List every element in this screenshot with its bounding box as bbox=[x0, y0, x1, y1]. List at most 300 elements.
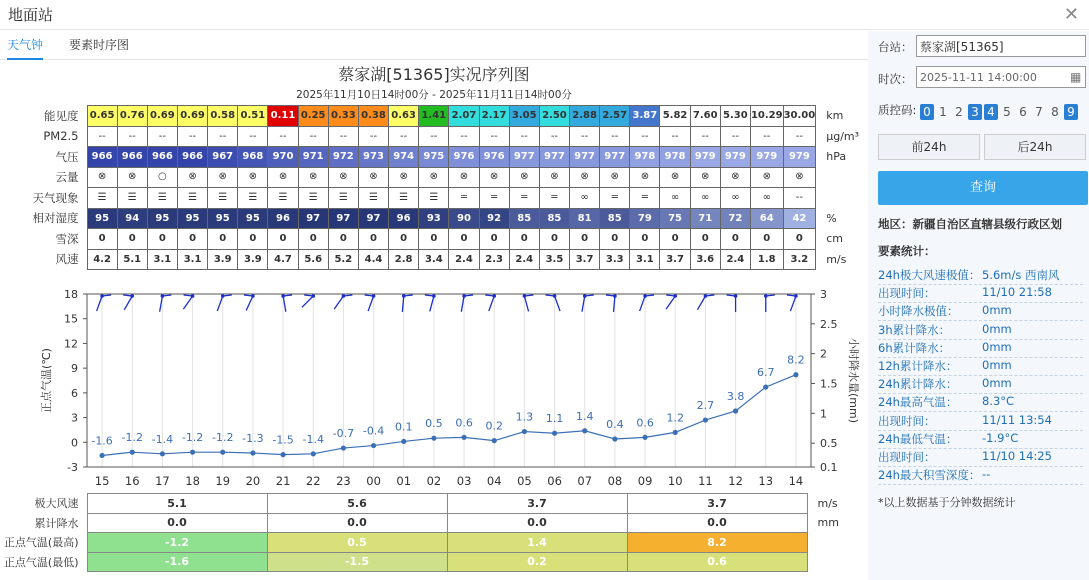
wind-barb bbox=[697, 296, 705, 310]
grid-cell: 0 bbox=[449, 229, 479, 250]
grid-cell: 979 bbox=[750, 147, 783, 168]
grid-cell: 0 bbox=[720, 229, 750, 250]
grid-cell: 0.58 bbox=[208, 106, 238, 127]
qc-code[interactable]: 9 bbox=[1064, 104, 1078, 120]
x-tick-label: 01 bbox=[396, 474, 412, 488]
grid-cell: 3.87 bbox=[630, 106, 660, 127]
grid-cell: -- bbox=[268, 126, 298, 147]
grid-cell: 75 bbox=[660, 208, 690, 229]
data-label: -1.2 bbox=[181, 431, 204, 445]
grid-cell: -- bbox=[358, 126, 388, 147]
stat-row bbox=[878, 431, 1083, 449]
temperature-point bbox=[733, 408, 738, 413]
data-label: 0.1 bbox=[395, 420, 413, 434]
close-icon[interactable]: ✕ bbox=[1063, 4, 1079, 25]
temperature-point bbox=[522, 429, 527, 434]
y-tick-label: 15 bbox=[64, 312, 78, 326]
data-label: 3.8 bbox=[726, 389, 745, 403]
summary-table bbox=[0, 493, 847, 572]
summary-label: 极大风速 bbox=[34, 497, 79, 511]
row-unit: % bbox=[826, 211, 837, 225]
y-tick-label: 0 bbox=[71, 436, 78, 450]
grid-cell: -- bbox=[238, 126, 268, 147]
grid-cell: ☰ bbox=[238, 188, 268, 209]
row-unit: cm bbox=[826, 232, 843, 246]
stat-key: 24h极大风速极值： bbox=[878, 268, 981, 282]
wind-barb-base bbox=[613, 294, 617, 298]
x-tick-label: 18 bbox=[185, 474, 200, 488]
grid-cell: 10.29 bbox=[750, 106, 783, 127]
footnote: *以上数据基于分钟数据统计 bbox=[878, 496, 1016, 509]
grid-cell: ⊗ bbox=[750, 167, 783, 188]
grid-cell: 979 bbox=[783, 147, 816, 168]
grid-cell: 973 bbox=[358, 147, 388, 168]
grid-cell: 3.05 bbox=[509, 106, 539, 127]
grid-cell: ☰ bbox=[177, 188, 207, 209]
x-tick-label: 00 bbox=[366, 474, 381, 488]
grid-cell: 0 bbox=[328, 229, 358, 250]
stat-row bbox=[878, 322, 1083, 340]
grid-cell: ⊗ bbox=[117, 167, 147, 188]
data-label: -1.2 bbox=[121, 431, 143, 445]
summary-cell: -1.6 bbox=[87, 552, 267, 572]
wind-barb-base bbox=[734, 294, 738, 298]
grid-cell: 0.33 bbox=[328, 106, 358, 127]
y-tick-label: 3 bbox=[71, 411, 78, 425]
grid-cell: -- bbox=[783, 126, 816, 147]
grid-row bbox=[0, 147, 859, 168]
summary-label: 累计降水 bbox=[34, 516, 79, 530]
wind-barb bbox=[183, 296, 192, 309]
row-unit: m/s bbox=[826, 252, 847, 266]
grid-cell: ∞ bbox=[660, 188, 690, 209]
grid-cell: -- bbox=[479, 126, 509, 147]
wind-barb-base bbox=[794, 294, 798, 298]
wind-barb-base bbox=[673, 294, 677, 298]
y2-tick-label: 2.5 bbox=[820, 317, 838, 331]
grid-cell: 95 bbox=[208, 208, 238, 229]
wind-barb-base bbox=[643, 294, 647, 298]
grid-cell: ☰ bbox=[87, 188, 117, 209]
x-tick-label: 04 bbox=[486, 474, 502, 488]
wind-barb-base bbox=[191, 294, 195, 298]
grid-cell: 4.4 bbox=[358, 249, 388, 270]
grid-cell: ═ bbox=[539, 188, 569, 209]
stat-value: 0mm bbox=[982, 339, 1012, 354]
y-tick-label: 6 bbox=[71, 386, 78, 400]
grid-cell: -- bbox=[630, 126, 660, 147]
grid-cell: ⊗ bbox=[208, 167, 238, 188]
grid-row bbox=[0, 167, 859, 188]
row-label: PM2.5 bbox=[43, 129, 79, 144]
grid-cell: ☰ bbox=[389, 188, 419, 209]
temperature-point bbox=[763, 384, 768, 389]
summary-row bbox=[0, 533, 847, 553]
grid-cell: ⊗ bbox=[419, 167, 449, 188]
next-24h-button[interactable]: 后24h bbox=[984, 134, 1086, 160]
wind-barb-base bbox=[764, 294, 768, 298]
grid-cell: 0 bbox=[479, 229, 509, 250]
grid-cell: 95 bbox=[177, 208, 207, 229]
grid-cell: -- bbox=[117, 126, 147, 147]
qc-codes bbox=[920, 101, 1080, 120]
station-label: 台站： bbox=[878, 40, 913, 54]
grid-cell: -- bbox=[720, 126, 750, 147]
grid-cell: 0.63 bbox=[389, 106, 419, 127]
data-label: -1.4 bbox=[151, 432, 174, 446]
data-label: 1.2 bbox=[666, 411, 684, 425]
grid-row bbox=[0, 188, 859, 209]
data-label: -0.4 bbox=[362, 424, 385, 438]
prev-24h-button[interactable]: 前24h bbox=[878, 134, 980, 160]
grid-cell: -- bbox=[298, 126, 328, 147]
wind-barb-base bbox=[100, 294, 104, 298]
temperature-point bbox=[642, 435, 647, 440]
grid-cell: 0.76 bbox=[117, 106, 147, 127]
stat-row bbox=[878, 303, 1083, 321]
grid-cell: 0 bbox=[389, 229, 419, 250]
data-label: -1.2 bbox=[212, 431, 234, 445]
grid-cell: -- bbox=[147, 126, 177, 147]
stat-key: 24h最低气温： bbox=[878, 431, 958, 446]
wind-barb-base bbox=[523, 294, 527, 298]
stat-row bbox=[878, 449, 1083, 467]
stat-value: 11/10 14:25 bbox=[982, 449, 1052, 463]
time-input[interactable] bbox=[916, 66, 1086, 88]
grid-cell: 0.11 bbox=[268, 106, 298, 127]
grid-cell: 3.1 bbox=[147, 249, 177, 270]
y-axis-label: 正点气温(℃) bbox=[40, 348, 53, 413]
temperature-point bbox=[341, 445, 346, 450]
grid-cell: 3.3 bbox=[600, 249, 630, 270]
grid-cell: 0 bbox=[750, 229, 783, 250]
grid-cell: 0 bbox=[690, 229, 720, 250]
tab-bar bbox=[0, 31, 868, 60]
grid-cell: ═ bbox=[600, 188, 630, 209]
summary-unit bbox=[807, 533, 847, 553]
grid-cell: -- bbox=[539, 126, 569, 147]
x-tick-label: 16 bbox=[124, 474, 140, 488]
grid-cell: 966 bbox=[147, 147, 177, 168]
grid-cell: 92 bbox=[479, 208, 509, 229]
grid-cell: 1.41 bbox=[419, 106, 449, 127]
temperature-point bbox=[582, 428, 587, 433]
stat-row bbox=[878, 376, 1083, 394]
stat-value: -1.9°C bbox=[982, 430, 1019, 445]
grid-cell: ⊗ bbox=[87, 167, 117, 188]
grid-cell: 93 bbox=[419, 208, 449, 229]
summary-cell: 0.0 bbox=[627, 513, 807, 533]
grid-cell: 977 bbox=[509, 147, 539, 168]
x-tick-label: 03 bbox=[456, 474, 472, 488]
grid-cell: 0.65 bbox=[87, 106, 117, 127]
x-tick-label: 09 bbox=[637, 474, 653, 488]
grid-cell: 1.8 bbox=[750, 249, 783, 270]
grid-cell: 0 bbox=[419, 229, 449, 250]
summary-row bbox=[0, 513, 847, 533]
grid-cell: ○ bbox=[147, 167, 177, 188]
qc-code[interactable]: 8 bbox=[1051, 105, 1059, 119]
qc-code[interactable]: 6 bbox=[1019, 105, 1027, 119]
temperature-point bbox=[280, 452, 285, 457]
grid-cell: 3.2 bbox=[783, 249, 816, 270]
data-label: 8.2 bbox=[787, 353, 805, 367]
temperature-point bbox=[673, 430, 678, 435]
x-tick-label: 13 bbox=[758, 474, 774, 488]
grid-cell: ☰ bbox=[268, 188, 298, 209]
data-label: -1.3 bbox=[242, 431, 264, 445]
grid-cell: 977 bbox=[570, 147, 600, 168]
grid-row bbox=[0, 229, 859, 250]
grid-cell: 7.60 bbox=[690, 106, 720, 127]
stat-key: 24h累计降水： bbox=[878, 377, 958, 392]
temperature-point bbox=[371, 443, 376, 448]
row-label: 气压 bbox=[55, 149, 79, 164]
row-label: 雪深 bbox=[55, 231, 79, 246]
grid-cell: 0 bbox=[358, 229, 388, 250]
grid-cell: 2.17 bbox=[479, 106, 509, 127]
grid-cell: 0.69 bbox=[147, 106, 177, 127]
stat-row bbox=[878, 285, 1083, 303]
grid-cell: -- bbox=[389, 126, 419, 147]
grid-cell: -- bbox=[208, 126, 238, 147]
stat-key: 出现时间： bbox=[878, 413, 936, 428]
x-tick-label: 22 bbox=[305, 474, 321, 488]
grid-cell: 97 bbox=[358, 208, 388, 229]
grid-cell: -- bbox=[783, 188, 816, 209]
x-tick-label: 05 bbox=[517, 474, 532, 488]
y2-tick-label: 1 bbox=[820, 407, 827, 421]
grid-cell: 3.4 bbox=[419, 249, 449, 270]
query-button[interactable]: 查询 bbox=[878, 171, 1088, 205]
y2-tick-label: 2 bbox=[820, 347, 827, 361]
y-tick-label: 9 bbox=[71, 362, 78, 376]
temperature-point bbox=[160, 451, 165, 456]
grid-cell: 85 bbox=[600, 208, 630, 229]
grid-cell: 978 bbox=[660, 147, 690, 168]
qc-code[interactable]: 2 bbox=[955, 105, 963, 119]
station-input[interactable] bbox=[916, 35, 1086, 57]
grid-cell: 94 bbox=[117, 208, 147, 229]
grid-cell: ⊗ bbox=[298, 167, 328, 188]
stat-row bbox=[878, 267, 1083, 285]
qc-code[interactable]: 4 bbox=[984, 104, 998, 120]
grid-cell: 977 bbox=[600, 147, 630, 168]
qc-code[interactable]: 0 bbox=[920, 104, 934, 120]
x-tick-label: 08 bbox=[607, 474, 623, 488]
wind-barb-base bbox=[432, 294, 436, 298]
summary-cell: 0.2 bbox=[447, 552, 627, 572]
qc-code[interactable]: 7 bbox=[1035, 105, 1043, 119]
grid-cell: 966 bbox=[87, 147, 117, 168]
wind-barb bbox=[246, 296, 253, 311]
wind-barb bbox=[489, 296, 494, 311]
grid-cell: 974 bbox=[389, 147, 419, 168]
grid-cell: ☰ bbox=[208, 188, 238, 209]
grid-cell: 976 bbox=[479, 147, 509, 168]
grid-cell: ⊗ bbox=[660, 167, 690, 188]
grid-cell: ═ bbox=[509, 188, 539, 209]
grid-cell: 0 bbox=[509, 229, 539, 250]
stat-key: 6h累计降水： bbox=[878, 340, 951, 355]
grid-cell: -- bbox=[750, 126, 783, 147]
row-unit: hPa bbox=[826, 150, 847, 164]
grid-cell: 2.4 bbox=[720, 249, 750, 270]
grid-cell: ∞ bbox=[750, 188, 783, 209]
tab-weather-clock[interactable]: 天气钟 bbox=[7, 36, 43, 60]
grid-cell: ∞ bbox=[690, 188, 720, 209]
stat-key: 小时降水极值： bbox=[878, 304, 959, 319]
temperature-point bbox=[190, 450, 195, 455]
wind-barb-base bbox=[221, 294, 225, 298]
grid-row bbox=[0, 249, 859, 270]
stat-row bbox=[878, 340, 1083, 358]
data-label: -1.4 bbox=[302, 432, 324, 446]
stat-key: 出现时间： bbox=[878, 450, 936, 464]
grid-cell: 0 bbox=[147, 229, 177, 250]
stat-value: 0mm bbox=[982, 321, 1012, 336]
y-tick-label: 18 bbox=[64, 288, 78, 301]
grid-cell: ∞ bbox=[720, 188, 750, 209]
grid-cell: 966 bbox=[177, 147, 207, 168]
wind-barb-base bbox=[704, 294, 708, 298]
stat-value: 11/10 21:58 bbox=[982, 285, 1052, 300]
grid-cell: 85 bbox=[509, 208, 539, 229]
qc-code[interactable]: 3 bbox=[968, 104, 982, 120]
grid-cell: 90 bbox=[449, 208, 479, 229]
summary-cell: 1.4 bbox=[447, 533, 627, 553]
grid-cell: 0.51 bbox=[238, 106, 268, 127]
data-label: 0.6 bbox=[636, 416, 654, 430]
grid-cell: ⊗ bbox=[177, 167, 207, 188]
wind-barb-base bbox=[161, 294, 165, 298]
grid-cell: 5.2 bbox=[328, 249, 358, 270]
grid-cell: 30.00 bbox=[783, 106, 816, 127]
data-label: 1.1 bbox=[545, 412, 564, 426]
grid-cell: -- bbox=[570, 126, 600, 147]
summary-cell: -1.2 bbox=[87, 533, 267, 553]
stat-row bbox=[878, 413, 1083, 431]
tab-element-timeseries[interactable]: 要素时序图 bbox=[69, 38, 130, 52]
stat-value: 0mm bbox=[982, 376, 1012, 391]
grid-cell: ☰ bbox=[147, 188, 177, 209]
x-tick-label: 15 bbox=[94, 474, 110, 488]
grid-cell: ☰ bbox=[358, 188, 388, 209]
grid-cell: 0.25 bbox=[298, 106, 328, 127]
grid-cell: 3.6 bbox=[690, 249, 720, 270]
grid-cell: -- bbox=[419, 126, 449, 147]
stat-key: 3h累计降水： bbox=[878, 322, 951, 337]
grid-cell: ⊗ bbox=[720, 167, 750, 188]
grid-cell: 979 bbox=[720, 147, 750, 168]
grid-cell: 0.69 bbox=[177, 106, 207, 127]
grid-cell: ⊗ bbox=[328, 167, 358, 188]
grid-cell: 0 bbox=[660, 229, 690, 250]
wind-barb bbox=[124, 296, 132, 310]
grid-row bbox=[0, 126, 859, 147]
qc-code[interactable]: 5 bbox=[1003, 105, 1011, 119]
summary-unit: mm bbox=[817, 516, 839, 530]
x-tick-label: 17 bbox=[155, 474, 170, 488]
observation-grid bbox=[0, 105, 859, 270]
calendar-icon[interactable]: ▦ bbox=[1070, 70, 1082, 84]
grid-cell: 972 bbox=[328, 147, 358, 168]
grid-cell: 95 bbox=[147, 208, 177, 229]
grid-cell: 967 bbox=[208, 147, 238, 168]
qc-label: 质控码: bbox=[878, 103, 917, 117]
data-label: 0.2 bbox=[485, 419, 503, 433]
grid-cell: ∞ bbox=[570, 188, 600, 209]
wind-barb-base bbox=[251, 294, 255, 298]
page-subtitle: 2025年11月10日14时00分 - 2025年11月11日14时00分 bbox=[296, 89, 572, 101]
grid-cell: 97 bbox=[328, 208, 358, 229]
temperature-chart bbox=[0, 280, 868, 492]
grid-cell: 3.7 bbox=[660, 249, 690, 270]
temperature-point bbox=[220, 450, 225, 455]
grid-cell: 2.57 bbox=[600, 106, 630, 127]
wind-barb bbox=[524, 296, 528, 311]
grid-cell: 3.5 bbox=[539, 249, 569, 270]
stat-row bbox=[878, 394, 1083, 412]
wind-barb-base bbox=[372, 294, 376, 298]
grid-cell: 97 bbox=[298, 208, 328, 229]
region-text: 地区：新疆自治区直辖县级行政区划 bbox=[878, 217, 1062, 231]
grid-cell: ═ bbox=[630, 188, 660, 209]
grid-cell: 971 bbox=[298, 147, 328, 168]
grid-cell: 2.3 bbox=[479, 249, 509, 270]
stat-value: 5.6m/s 西南风 bbox=[982, 268, 1060, 282]
qc-code[interactable]: 1 bbox=[939, 105, 947, 119]
summary-cell: 5.1 bbox=[87, 494, 267, 514]
wind-barb-base bbox=[583, 294, 587, 298]
grid-cell: 0 bbox=[783, 229, 816, 250]
x-tick-label: 23 bbox=[336, 474, 351, 488]
grid-cell: 0 bbox=[238, 229, 268, 250]
grid-cell: 5.82 bbox=[660, 106, 690, 127]
stat-row bbox=[878, 467, 1083, 485]
summary-cell: 0.0 bbox=[447, 513, 627, 533]
wind-barb-base bbox=[492, 294, 496, 298]
temperature-point bbox=[401, 439, 406, 444]
row-label: 能见度 bbox=[44, 108, 79, 123]
grid-cell: 4.2 bbox=[87, 249, 117, 270]
window-titlebar bbox=[0, 0, 1089, 30]
x-tick-label: 12 bbox=[728, 474, 743, 488]
data-label: -1.5 bbox=[272, 433, 294, 447]
wind-barb bbox=[368, 296, 373, 311]
stat-value: -- bbox=[982, 467, 991, 482]
grid-cell: 2.88 bbox=[570, 106, 600, 127]
grid-cell: -- bbox=[449, 126, 479, 147]
x-tick-label: 21 bbox=[275, 474, 291, 488]
grid-cell: 95 bbox=[87, 208, 117, 229]
data-label: 2.7 bbox=[696, 399, 715, 413]
grid-cell: 0 bbox=[208, 229, 238, 250]
summary-cell: 3.7 bbox=[447, 494, 627, 514]
grid-cell: -- bbox=[600, 126, 630, 147]
grid-cell: 81 bbox=[570, 208, 600, 229]
grid-cell: ⊗ bbox=[630, 167, 660, 188]
grid-cell: -- bbox=[690, 126, 720, 147]
data-label: 0.4 bbox=[606, 417, 624, 431]
grid-cell: -- bbox=[177, 126, 207, 147]
data-label: -0.7 bbox=[332, 427, 355, 441]
stat-key: 出现时间： bbox=[878, 286, 936, 301]
grid-row bbox=[0, 208, 859, 229]
grid-cell: ☰ bbox=[419, 188, 449, 209]
temperature-point bbox=[431, 436, 436, 441]
grid-cell: 5.6 bbox=[298, 249, 328, 270]
